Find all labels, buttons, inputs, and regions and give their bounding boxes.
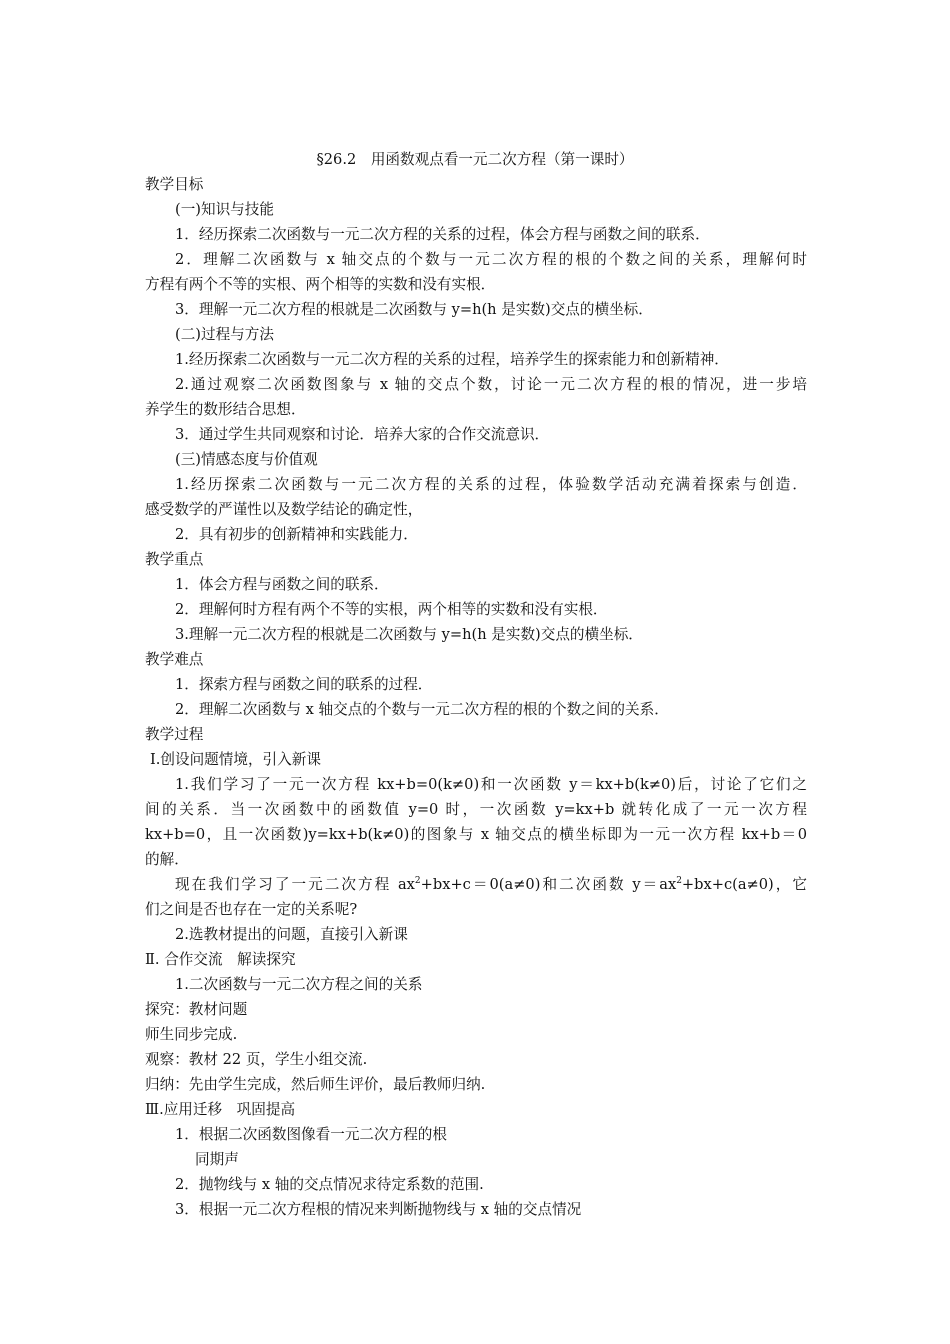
part-2-observe: 观察：教材 22 页，学生小组交流. (145, 1051, 368, 1068)
attitude-item-1-line-1: 1.经历探索二次函数与一元二次方程的关系的过程，体验数学活动充满着探索与创造． (175, 476, 807, 493)
process-method-item-2-line-1: 2.通过观察二次函数图象与 x 轴的交点个数，讨论一元二次方程的根的情况，进一步培 (175, 376, 807, 393)
part-3-heading: Ⅲ.应用迁移 巩固提高 (145, 1101, 296, 1118)
part-2-sync: 师生同步完成. (145, 1026, 238, 1043)
part-1-paragraph-1-line-3: kx+b=0，且一次函数)y=kx+b(k≠0)的图象与 x 轴交点的横坐标即为一元一次方程 kx+b＝0 (145, 826, 807, 843)
part-1-paragraph-1-line-2: 间的关系．当一次函数中的函数值 y=0 时，一次函数 y=kx+b 就转化成了一元一次方程 (145, 801, 807, 818)
part-1-paragraph-2-line-2: 们之间是否也存在一定的关系呢? (145, 901, 358, 918)
part-2-summary: 归纳：先由学生完成，然后师生评价，最后教师归纳. (145, 1076, 486, 1093)
difficulty-2: 2．理解二次函数与 x 轴交点的个数与一元二次方程的根的个数之间的关系． (175, 701, 669, 718)
part-3-item-1: 1．根据二次函数图像看一元二次方程的根 (175, 1126, 447, 1143)
knowledge-heading: (一)知识与技能 (175, 201, 274, 218)
part-1-paragraph-2-line-1: 现在我们学习了一元二次方程 $ax^2+bx+c=0(a\ne 0)$和二次函数 $y=ax^2+bx+c(a\ne 0)$，它 (175, 876, 807, 893)
part-3-item-1-sub: 同期声 (195, 1151, 239, 1168)
attitude-heading: (三)情感态度与价值观 (175, 451, 318, 468)
part-1-paragraph-1-line-4: 的解． (145, 851, 189, 868)
process-method-item-2-line-2: 养学生的数形结合思想． (145, 401, 306, 418)
knowledge-item-3: 3．理解一元二次方程的根就是二次函数与 y=h(h 是实数)交点的横坐标． (175, 301, 653, 318)
attitude-item-2: 2．具有初步的创新精神和实践能力． (175, 526, 418, 543)
knowledge-item-2-line-1: 2．理解二次函数与 x 轴交点的个数与一元二次方程的根的个数之间的关系，理解何时 (175, 251, 807, 268)
key-point-1: 1．体会方程与函数之间的联系． (175, 576, 389, 593)
key-point-2: 2．理解何时方程有两个不等的实根，两个相等的实数和没有实根． (175, 601, 608, 618)
part-2-item-1: 1.二次函数与一元二次方程之间的关系 (175, 976, 423, 993)
difficulties-heading: 教学难点 (145, 651, 204, 668)
part-2-explore: 探究：教材问题 (145, 1001, 248, 1018)
document-title: §26.2 用函数观点看一元二次方程（第一课时） (316, 151, 634, 168)
attitude-item-1-line-2: 感受数学的严谨性以及数学结论的确定性， (145, 501, 423, 518)
part-1-paragraph-1-line-1: 1.我们学习了一元一次方程 kx+b=0(k≠0)和一次函数 y＝kx+b(k≠0)后，讨论了它们之 (175, 776, 807, 793)
part-2-heading: Ⅱ. 合作交流 解读探究 (145, 951, 296, 968)
teaching-process-heading: 教学过程 (145, 726, 204, 743)
part-1-paragraph-3: 2.选教材提出的问题，直接引入新课 (175, 926, 408, 943)
knowledge-item-1: 1．经历探索二次函数与一元二次方程的关系的过程，体会方程与函数之间的联系． (175, 226, 710, 243)
key-points-heading: 教学重点 (145, 551, 204, 568)
process-method-item-1: 1.经历探索二次函数与一元二次方程的关系的过程，培养学生的探索能力和创新精神． (175, 351, 729, 368)
difficulty-1: 1．探索方程与函数之间的联系的过程． (175, 676, 433, 693)
part-3-item-2: 2．抛物线与 x 轴的交点情况求待定系数的范围. (175, 1176, 484, 1193)
part-3-item-3: 3．根据一元二次方程根的情况来判断抛物线与 x 轴的交点情况 (175, 1201, 582, 1218)
goals-heading: 教学目标 (145, 176, 204, 193)
knowledge-item-2-line-2: 方程有两个不等的实根、两个相等的实数和没有实根． (145, 276, 496, 293)
part-1-heading: Ⅰ.创设问题情境，引入新课 (150, 751, 321, 768)
process-method-item-3: 3．通过学生共同观察和讨论．培养大家的合作交流意识． (175, 426, 550, 443)
key-point-3: 3.理解一元二次方程的根就是二次函数与 y=h(h 是实数)交点的横坐标． (175, 626, 643, 643)
process-method-heading: (二)过程与方法 (175, 326, 274, 343)
